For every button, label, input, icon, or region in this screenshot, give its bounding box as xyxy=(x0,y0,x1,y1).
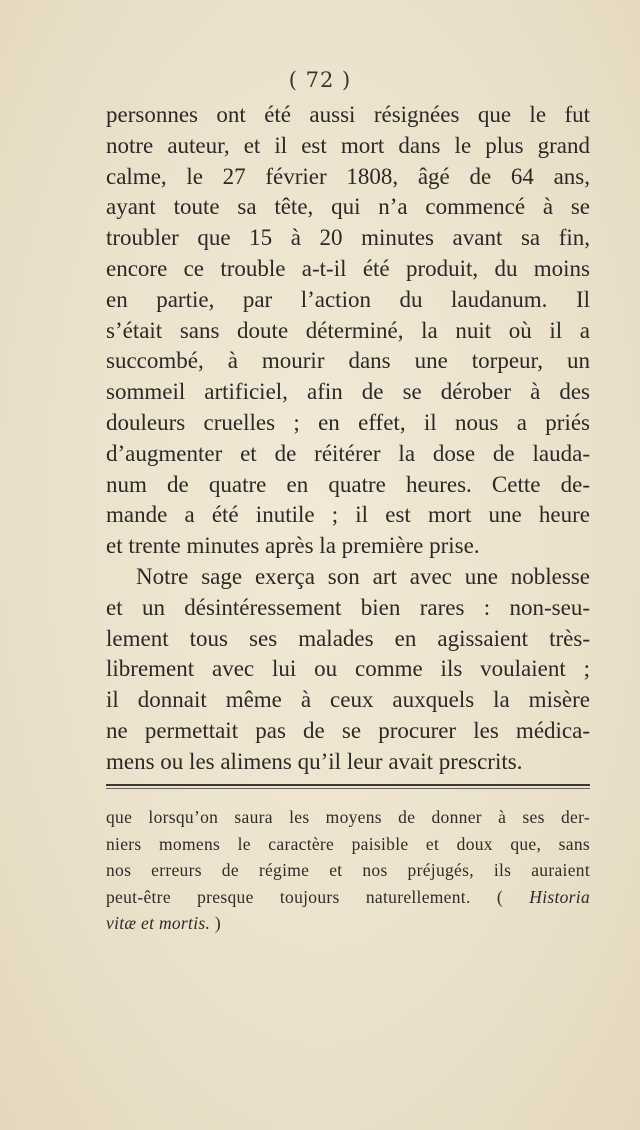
text-line: douleurs cruelles ; en effet, il nous a priés xyxy=(106,409,590,435)
text-line: et trente minutes après la première prise. xyxy=(106,533,480,559)
footnote-line: que lorsqu’on saura les moyens de donner à ses der- xyxy=(106,807,590,827)
main-text xyxy=(106,100,590,778)
footnote-divider xyxy=(106,784,590,786)
footnote-line xyxy=(106,910,590,937)
footnote-text: peut-être presque toujours naturellement. ( xyxy=(106,886,504,907)
text-line: notre auteur, et il est mort dans le plus grand xyxy=(106,132,590,158)
text-line: succombé, à mourir dans une torpeur, un xyxy=(106,348,590,374)
footnote-line xyxy=(106,884,590,911)
footnote-divider-thin xyxy=(106,788,590,789)
text-line: en partie, par l’action du laudanum. Il xyxy=(106,286,590,312)
text-line: personnes ont été aussi résignées que le fut xyxy=(106,102,590,127)
page-number: ( 72 ) xyxy=(288,68,352,92)
text-line: ayant toute sa tête, qui n’a commencé à se xyxy=(106,194,590,220)
text-line: d’augmenter et de réitérer la dose de lauda- xyxy=(106,440,590,466)
text-line: Notre sage exerça son art avec une noblesse xyxy=(136,563,590,589)
text-line: sommeil artificiel, afin de se dérober à des xyxy=(106,379,590,405)
text-line: calme, le 27 février 1808, âgé de 64 ans, xyxy=(106,163,590,189)
footnote xyxy=(106,804,590,937)
text-line: mens ou les alimens qu’il leur avait prescrits. xyxy=(106,748,523,774)
text-line: encore ce trouble a-t-il été produit, du moins xyxy=(106,255,590,281)
footnote-citation: Historia xyxy=(529,886,590,907)
text-line: ne permettait pas de se procurer les médica- xyxy=(106,717,590,743)
text-line: num de quatre en quatre heures. Cette de- xyxy=(106,471,590,497)
footnote-line: niers momens le caractère paisible et doux que, sans xyxy=(106,833,590,854)
text-line: lement tous ses malades en agissaient très- xyxy=(106,625,590,651)
footnote-line: nos erreurs de régime et nos préjugés, ils auraient xyxy=(106,860,590,880)
text-line: troubler que 15 à 20 minutes avant sa fin, xyxy=(106,225,590,251)
text-line: il donnait même à ceux auxquels la misère xyxy=(106,687,590,713)
text-line: et un désintéressement bien rares : non-seu- xyxy=(106,594,590,620)
text-line: librement avec lui ou comme ils voulaient ; xyxy=(106,656,590,682)
text-line: mande a été inutile ; il est mort une heure xyxy=(106,502,590,528)
footnote-text: ) xyxy=(210,913,221,933)
footnote-citation: vitæ et mortis. xyxy=(106,913,211,933)
text-line: s’était sans doute déterminé, la nuit où il a xyxy=(106,317,590,343)
